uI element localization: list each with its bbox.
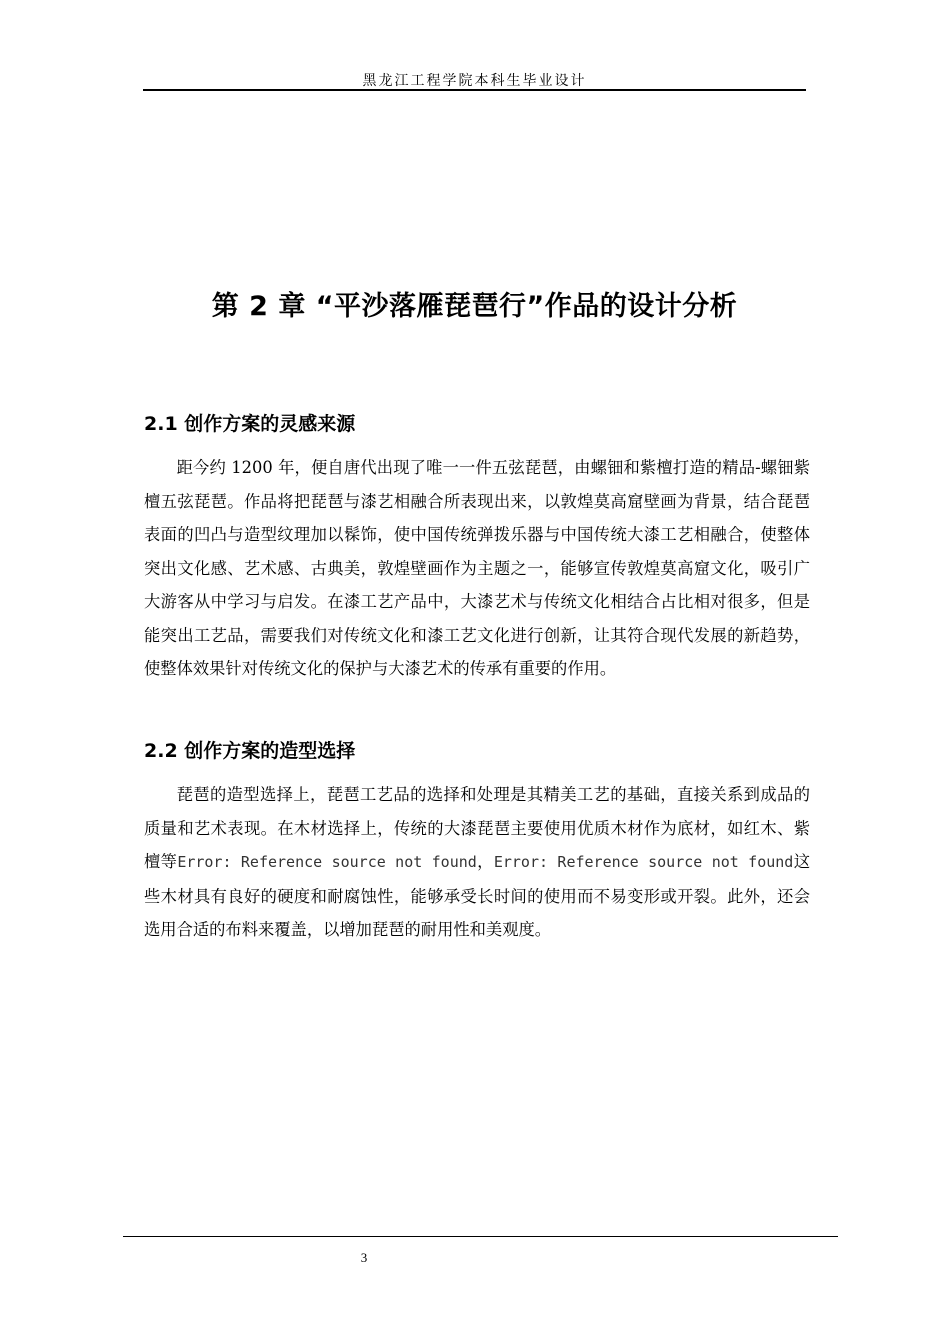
footer-divider	[123, 1236, 838, 1237]
section-heading-2-2: 2.2 创作方案的造型选择	[144, 740, 356, 762]
reference-separator: ，	[476, 852, 494, 871]
section-heading-2-1: 2.1 创作方案的灵感来源	[144, 413, 356, 435]
section-2-1-paragraph: 距今约 1200 年，便自唐代出现了唯一一件五弦琵琶，由螺钿和紫檀打造的精品-螺钿紫檀五弦琵琶。作品将把琵琶与漆艺相融合所表现出来，以敦煌莫高窟壁画为背景，结合琵琶表面的凹凸与造型纹理加以髹饰，使中国传统弹拨乐器与中国传统大漆工艺相融合，使整体突出文化感、艺术感、古典美，敦煌壁画作为主题之一，能够宣传敦煌莫高窟文化，吸引广大游客从中学习与启发。在漆工艺产品中，大漆艺术与传统文化相结合占比相对很多，但是能突出工艺品，需要我们对传统文化和漆工艺文化进行创新，让其符合现代发展的新趋势，使整体效果针对传统文化的保护与大漆艺术的传承有重要的作用。	[144, 458, 810, 678]
paragraph-text-after: 这些木材具有良好的硬度和耐腐蚀性，能够承受长时间的使用而不易变形或开裂。此外，还会选用合适的布料来覆盖，以增加琵琶的耐用性和美观度。	[144, 852, 810, 939]
section-2-2-paragraph	[144, 778, 810, 947]
chapter-title: 第 2 章 “平沙落雁琵琶行”作品的设计分析	[211, 291, 738, 322]
reference-error-2: Error: Reference source not found	[493, 853, 794, 871]
reference-error-1: Error: Reference source not found	[177, 853, 477, 871]
header-divider	[143, 89, 806, 91]
paragraph-text-before: 琵琶的造型选择上，琵琶工艺品的选择和处理是其精美工艺的基础，直接关系到成品的质量和艺术表现。在木材选择上，传统的大漆琵琶主要使用优质木材作为底材，如红木、紫檀等	[144, 785, 810, 871]
page-header-title: 黑龙江工程学院本科生毕业设计	[362, 73, 587, 89]
page-number: 3	[360, 1250, 368, 1265]
